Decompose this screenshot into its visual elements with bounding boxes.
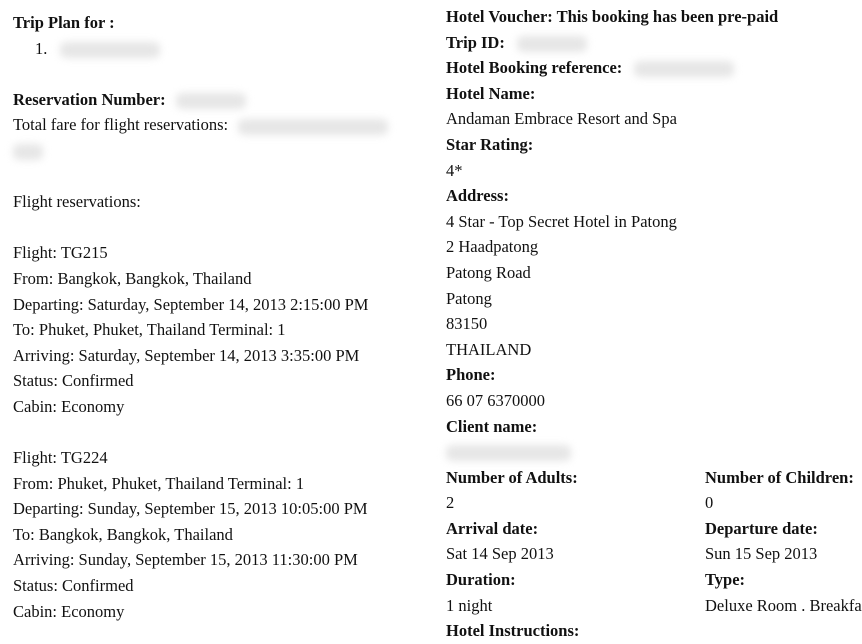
booking-reference-row (446, 55, 862, 81)
traveler-number: 1. (35, 38, 48, 58)
children-value: 0 (705, 493, 714, 513)
redacted-fare-amount (238, 119, 388, 135)
reservation-number-label: Reservation Number: (13, 89, 166, 109)
trip-plan-section (13, 10, 433, 624)
guests-value-row (446, 490, 862, 516)
flight-reservations-label: Flight reservations: (13, 192, 141, 212)
trip-plan-title: Trip Plan for : (13, 13, 115, 32)
star-rating: 4* (446, 160, 463, 180)
hotel-voucher-title: Hotel Voucher: This booking has been pre-paid (446, 7, 779, 26)
guests-label-row (446, 465, 862, 491)
stay-value-row (446, 593, 862, 619)
flight-to: To: Phuket, Phuket, Thailand Terminal: 1 (13, 320, 286, 340)
flight-block-2 (13, 445, 433, 624)
address-line: Patong Road (446, 262, 531, 282)
duration-value: 1 night (446, 595, 493, 615)
total-fare-label: Total fare for flight reservations: (13, 115, 229, 135)
trip-id-label: Trip ID: (446, 32, 505, 52)
dates-label-row (446, 516, 862, 542)
redacted-fare-currency (13, 144, 43, 160)
client-name-label: Client name: (446, 416, 538, 436)
flight-arriving: Arriving: Sunday, September 15, 2013 11:30:00 PM (13, 550, 358, 570)
address-label: Address: (446, 186, 509, 206)
flight-number: Flight: TG215 (13, 243, 108, 263)
flight-block-1 (13, 240, 433, 419)
redacted-reservation-number (176, 93, 246, 109)
arrival-date-label: Arrival date: (446, 518, 539, 538)
room-type-label: Type: (705, 570, 746, 590)
total-fare-row-continued (13, 138, 433, 164)
adults-label: Number of Adults: (446, 467, 578, 487)
departure-date-label: Departure date: (705, 518, 818, 538)
flight-from: From: Bangkok, Bangkok, Thailand (13, 268, 252, 288)
room-type-value: Deluxe Room . Breakfa (705, 595, 862, 615)
flight-number: Flight: TG224 (13, 448, 108, 468)
booking-reference-label: Hotel Booking reference: (446, 58, 623, 78)
traveler-item (35, 36, 433, 62)
traveler-list (13, 36, 433, 62)
flight-to: To: Bangkok, Bangkok, Thailand (13, 524, 233, 544)
flight-arriving: Arriving: Saturday, September 14, 2013 3:35:00 PM (13, 345, 360, 365)
flight-departing: Departing: Saturday, September 14, 2013 2:15:00 PM (13, 294, 369, 314)
children-label: Number of Children: (705, 467, 854, 487)
phone-label: Phone: (446, 365, 496, 385)
phone-number: 66 07 6370000 (446, 390, 545, 410)
redacted-trip-id (517, 36, 587, 52)
stay-label-row (446, 567, 862, 593)
flight-from: From: Phuket, Phuket, Thailand Terminal: 1 (13, 473, 305, 493)
hotel-instructions-label: Hotel Instructions: (446, 621, 580, 641)
hotel-name-label: Hotel Name: (446, 83, 536, 103)
flight-cabin: Cabin: Economy (13, 396, 125, 416)
redacted-traveler-name (60, 42, 160, 58)
reservation-number-row (13, 87, 433, 113)
flight-status: Status: Confirmed (13, 371, 134, 391)
flight-cabin: Cabin: Economy (13, 601, 125, 621)
duration-label: Duration: (446, 570, 516, 590)
address-line: THAILAND (446, 339, 532, 359)
address-line: Patong (446, 288, 492, 308)
star-rating-label: Star Rating: (446, 134, 534, 154)
address-line: 4 Star - Top Secret Hotel in Patong (446, 211, 677, 231)
arrival-date-value: Sat 14 Sep 2013 (446, 544, 554, 564)
trip-id-row (446, 30, 862, 56)
redacted-booking-reference (634, 61, 734, 77)
address-line: 2 Haadpatong (446, 237, 539, 257)
dates-value-row (446, 541, 862, 567)
address-line: 83150 (446, 314, 488, 334)
hotel-voucher-section (446, 4, 862, 644)
redacted-client-name (446, 445, 571, 461)
total-fare-row (13, 112, 433, 138)
flight-status: Status: Confirmed (13, 576, 134, 596)
departure-date-value: Sun 15 Sep 2013 (705, 544, 818, 564)
flight-departing: Departing: Sunday, September 15, 2013 10:05:00 PM (13, 499, 368, 519)
adults-value: 2 (446, 493, 455, 513)
client-name-row (446, 439, 862, 465)
hotel-name: Andaman Embrace Resort and Spa (446, 109, 677, 129)
